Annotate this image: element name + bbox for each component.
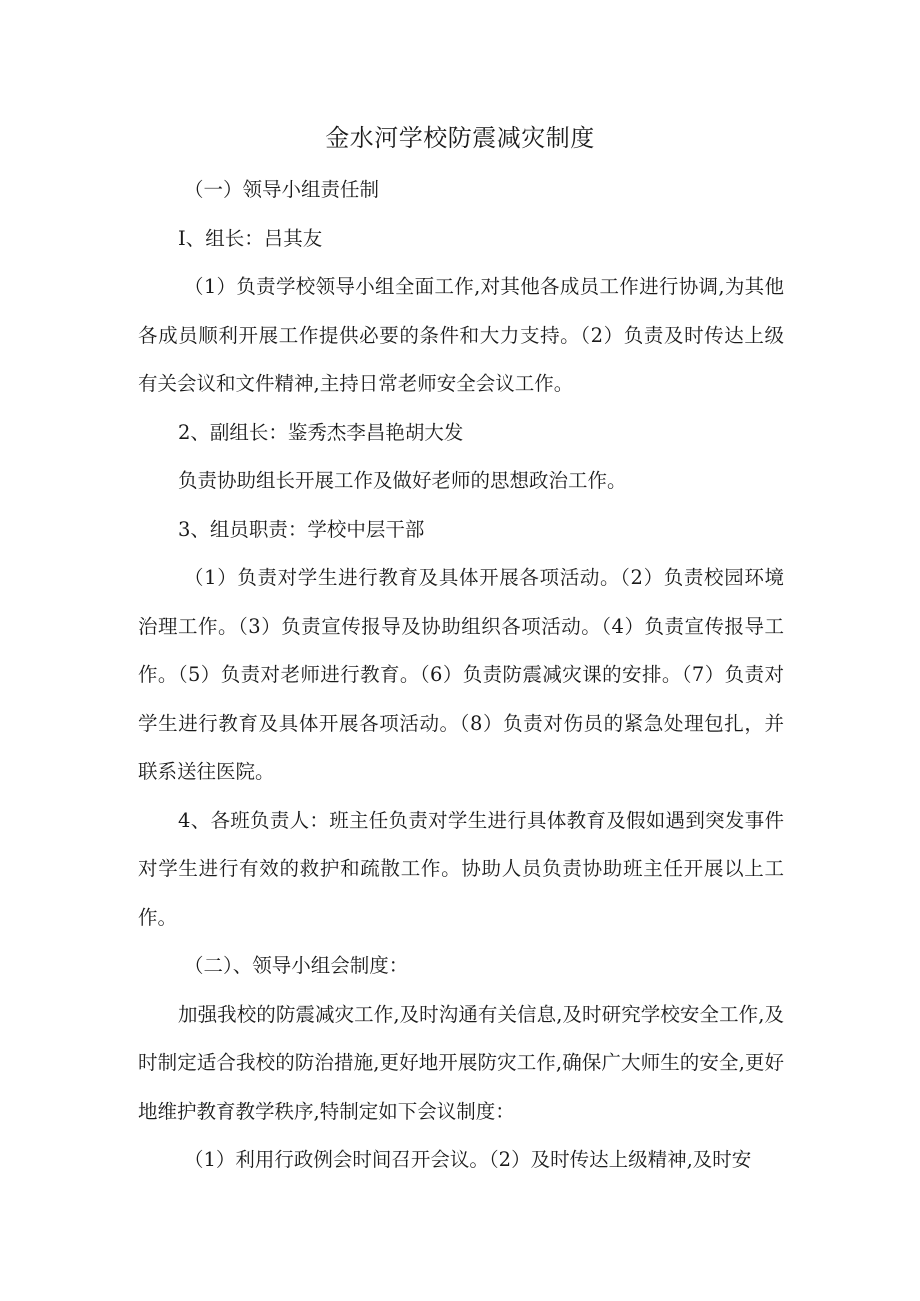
members-duties-paragraph: （1）负责对学生进行教育及具体开展各项活动。（2）负责校园环境治理工作。（3）负责宣传报导及协助组织各项活动。（4）负责宣传报导工作。（5）负责对老师进行教育。（6）负责防震减灾课的安排。（7）负责对学生进行教育及具体开展各项活动。（8）负责对伤员的紧急处理包扎，并联系送往医院。	[138, 566, 784, 783]
members-line: 3、组员职责：学校中层干部	[178, 517, 425, 541]
deputy-leader-line: 2、副组长：鉴秀杰李昌艳胡大发	[178, 420, 464, 444]
meeting-purpose-paragraph: 加强我校的防震减灾工作,及时沟通有关信息,及时研究学校安全工作,及时制定适合我校的防治措施,更好地开展防灾工作,确保广大师生的安全,更好地维护教育教学秩序,特制定如下会议制度：	[138, 1002, 784, 1123]
meeting-rules-paragraph: （1）利用行政例会时间召开会议。（2）及时传达上级精神,及时安	[184, 1148, 752, 1171]
document-body	[138, 166, 784, 1185]
section-heading-meeting-system: （二）、领导小组会制度：	[184, 954, 409, 977]
deputy-duties-paragraph: 负责协助组长开展工作及做好老师的思想政治工作。	[178, 469, 627, 492]
class-leaders-paragraph: 4、各班负责人：班主任负责对学生进行具体教育及假如遇到突发事件对学生进行有效的救护和疏散工作。协助人员负责协助班主任开展以上工作。	[138, 808, 784, 929]
document-title: 金水河学校防震减灾制度	[325, 124, 595, 152]
leader-duties-paragraph: （1）负责学校领导小组全面工作,对其他各成员工作进行协调,为其他各成员顺利开展工作提供必要的条件和大力支持。（2）负责及时传达上级有关会议和文件精神,主持日常老师安全会议工作。	[138, 275, 784, 395]
section-heading-leadership-responsibility: （一）领导小组责任制	[184, 178, 380, 201]
leader-line: I、组长：吕其友	[178, 226, 323, 250]
